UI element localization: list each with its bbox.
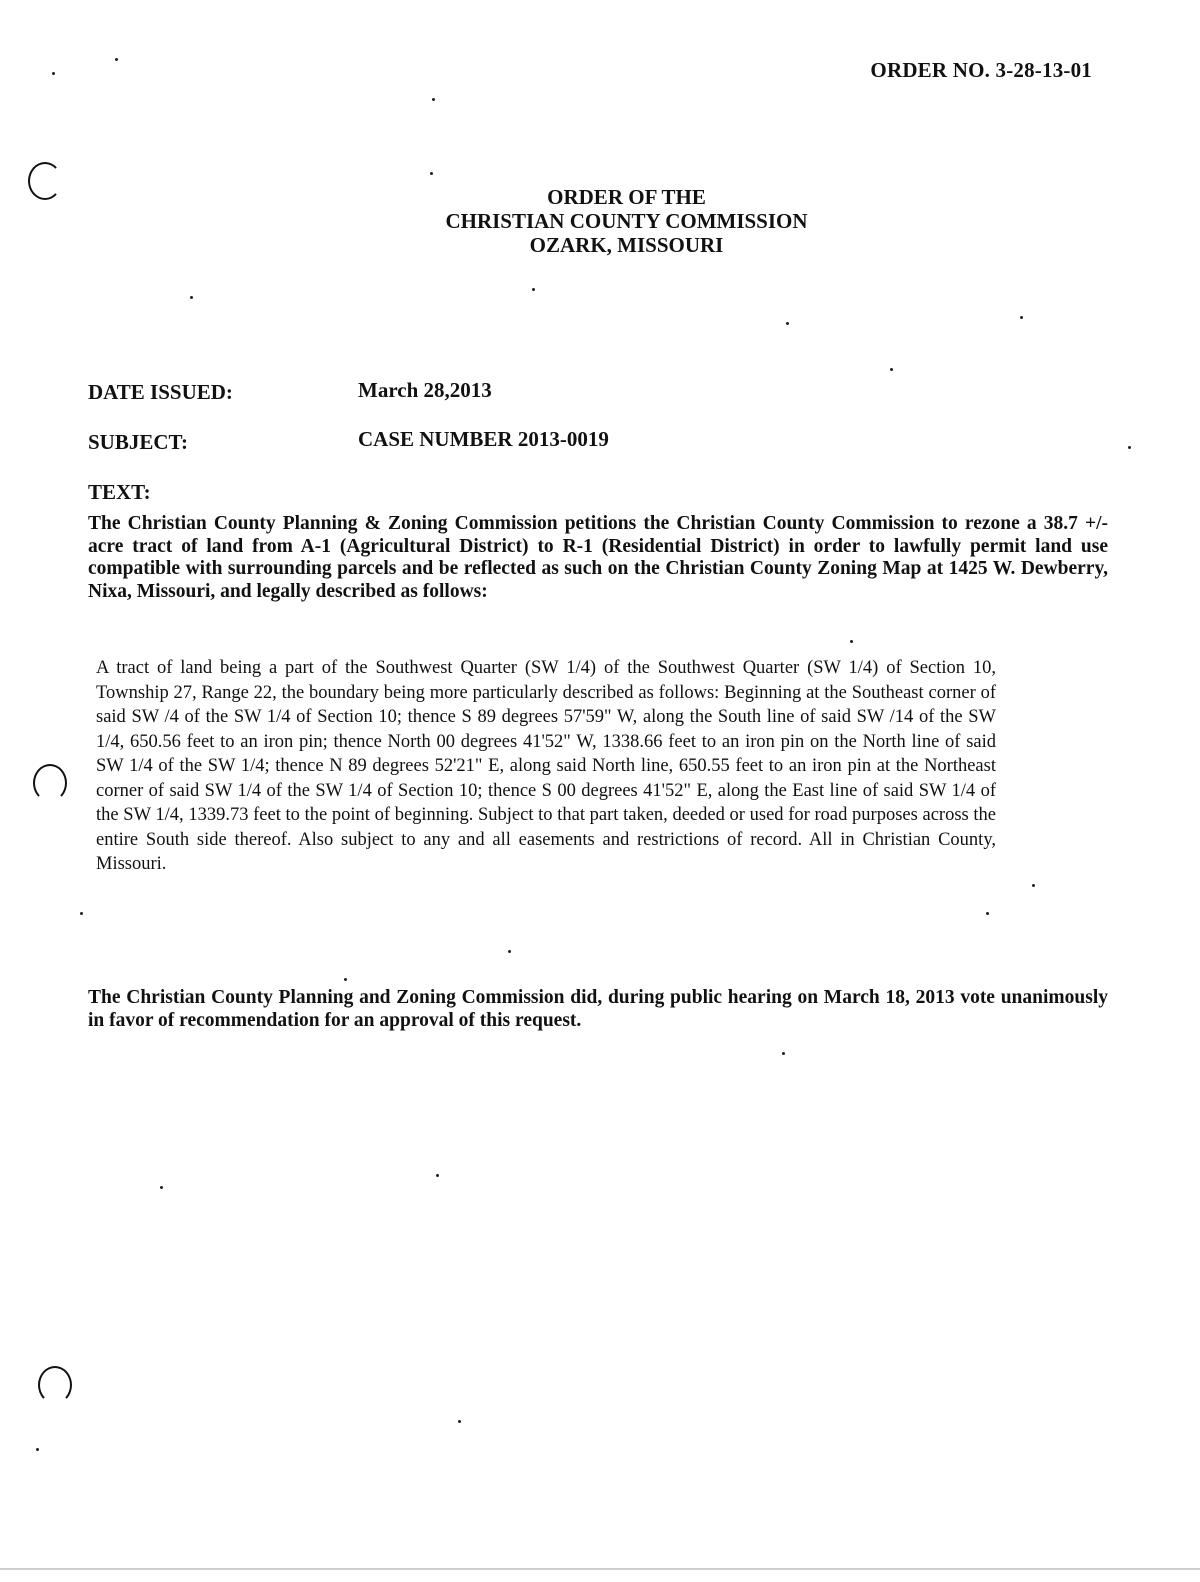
scan-speck bbox=[1020, 316, 1023, 319]
subject-label: SUBJECT: bbox=[88, 430, 188, 454]
vote-paragraph: The Christian County Planning and Zoning Commission did, during public hearing on March 18, 2013 vote unanimously in favor of recommendation for an approval of this request. bbox=[88, 987, 1108, 1031]
legal-description: A tract of land being a part of the Southwest Quarter (SW 1/4) of the Southwest Quarter (SW 1/4) of Section 10, Township 27, Range 22, the boundary being more particularly described as follows: Beginning at the Southeast corner of said SW /4 of the SW 1/4 of Section 10; thence S 89 degrees 57'59" W, along the South line of said SW /14 of the SW 1/4, 650.56 feet to an iron pin; thence North 00 degrees 41'52" W, 1338.66 feet to an iron pin on the North line of said SW 1/4 of the SW 1/4; thence N 89 degrees 52'21" E, along said North line, 650.55 feet to an iron pin at the Northeast corner of said SW 1/4 of the SW 1/4 of Section 10; thence S 00 degrees 41'52" E, along the East line of said SW 1/4 of the SW 1/4, 1339.73 feet to the point of beginning. Subject to that part taken, deeded or used for road purposes across the entire South side thereof. Also subject to any and all easements and restrictions of record. All in Christian County, Missouri. bbox=[96, 658, 996, 874]
document-heading bbox=[0, 185, 1200, 257]
scan-speck bbox=[115, 58, 118, 61]
scan-speck bbox=[1032, 884, 1035, 887]
heading-line-2: CHRISTIAN COUNTY COMMISSION bbox=[445, 209, 808, 233]
scan-speck bbox=[986, 912, 989, 915]
petition-paragraph: The Christian County Planning & Zoning Commission petitions the Christian County Commission to rezone a 38.7 +/- acre tract of land from A-1 (Agricultural District) to R-1 (Residential District) in order to lawfully permit land use compatible with surrounding parcels and be reflected as such on the Christian County Zoning Map at 1425 W. Dewberry, Nixa, Missouri, and legally described as follows: bbox=[88, 513, 1108, 602]
scan-speck bbox=[160, 1186, 163, 1189]
scan-speck bbox=[36, 1448, 39, 1451]
text-label: TEXT: bbox=[88, 480, 151, 504]
scan-speck bbox=[786, 322, 789, 325]
subject-value: CASE NUMBER 2013-0019 bbox=[358, 427, 609, 451]
heading-line-1: ORDER OF THE bbox=[547, 185, 706, 209]
order-number: ORDER NO. 3-28-13-01 bbox=[870, 58, 1092, 82]
punch-hole-middle-icon bbox=[33, 764, 67, 802]
scan-edge-line bbox=[0, 1568, 1200, 1570]
scan-speck bbox=[344, 978, 347, 981]
scan-speck bbox=[432, 98, 435, 101]
scan-speck bbox=[532, 288, 535, 291]
scan-speck bbox=[436, 1174, 439, 1177]
scan-speck bbox=[850, 640, 853, 643]
scan-speck bbox=[80, 912, 83, 915]
date-issued-label: DATE ISSUED: bbox=[88, 380, 233, 404]
scan-speck bbox=[430, 172, 433, 175]
heading-line-3: OZARK, MISSOURI bbox=[529, 233, 724, 257]
scan-speck bbox=[190, 296, 193, 299]
date-issued-value: March 28,2013 bbox=[358, 378, 492, 402]
scan-speck bbox=[508, 950, 511, 953]
scan-speck bbox=[890, 368, 893, 371]
punch-hole-bottom-icon bbox=[38, 1366, 72, 1404]
scan-speck bbox=[782, 1052, 785, 1055]
scan-speck bbox=[1128, 446, 1131, 449]
scan-speck bbox=[458, 1420, 461, 1423]
scan-speck bbox=[52, 72, 55, 75]
